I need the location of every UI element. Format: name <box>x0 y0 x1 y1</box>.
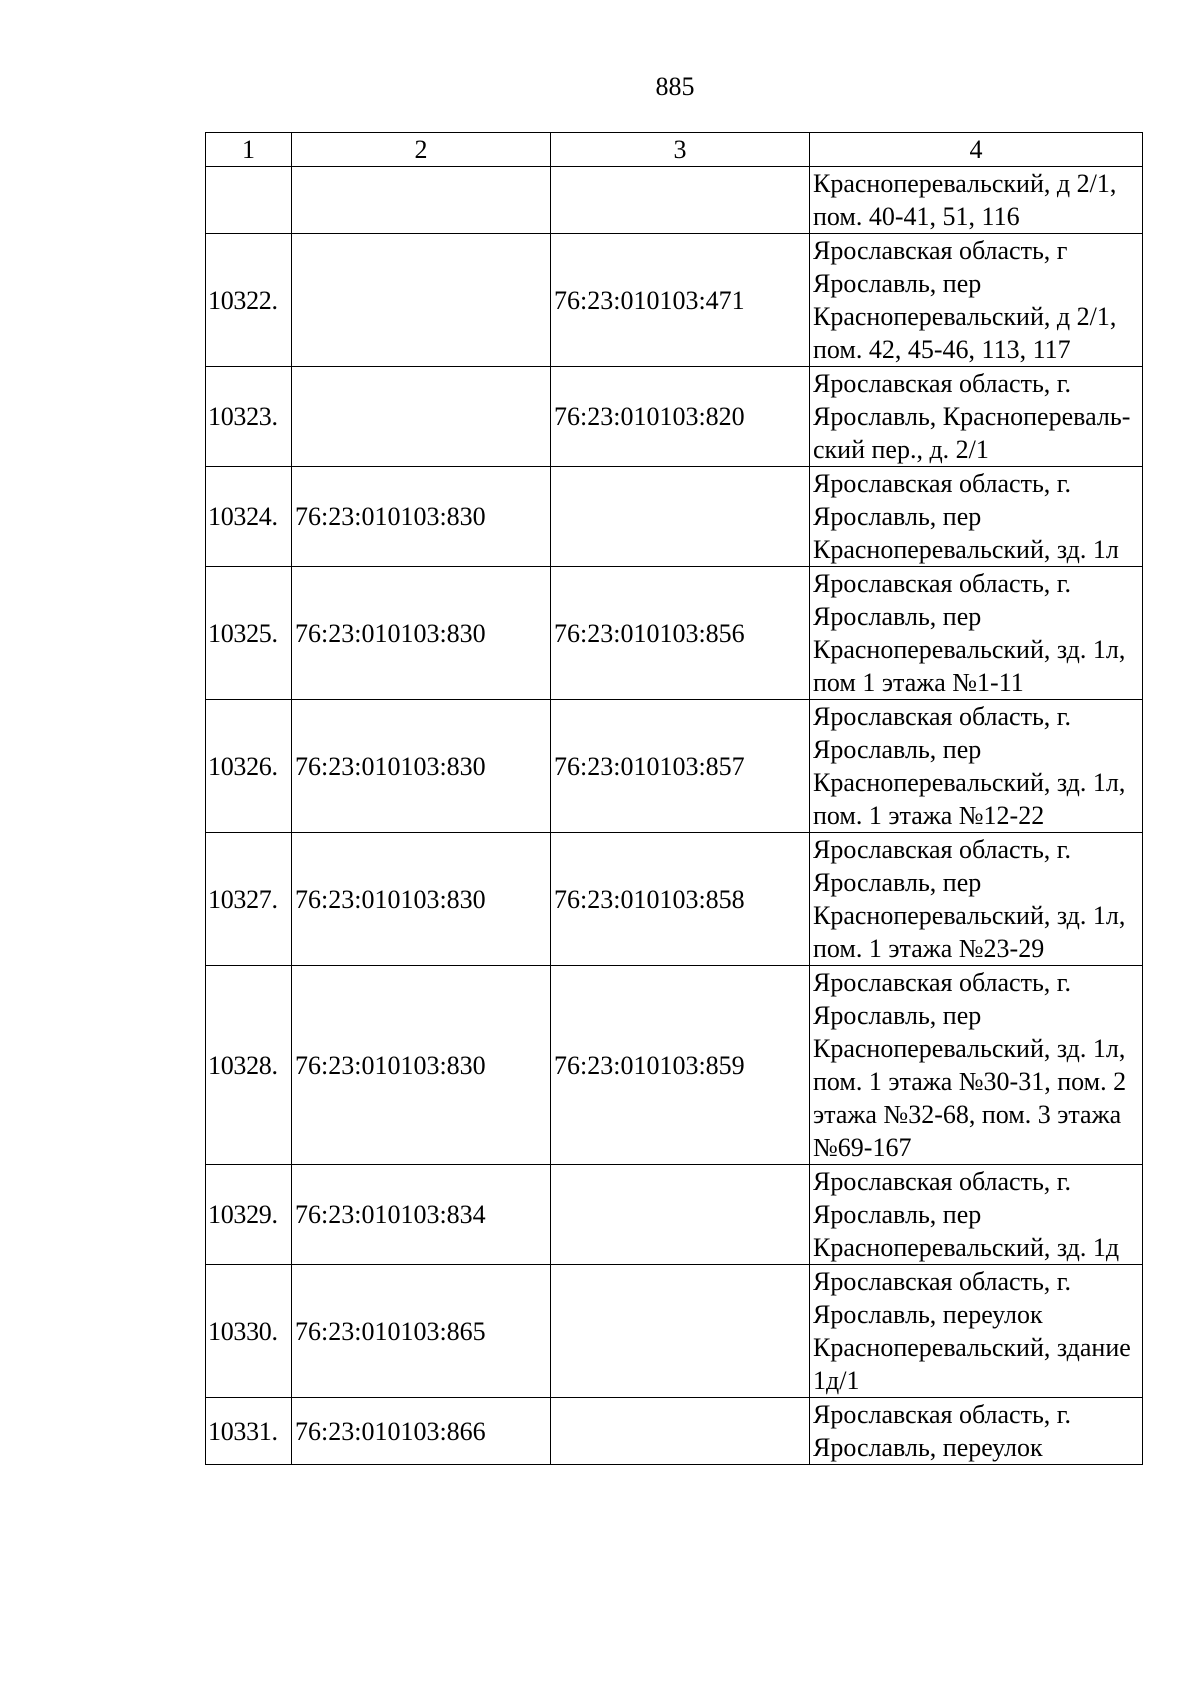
table-row <box>206 966 1143 1165</box>
address-cell: Ярославская область, г. Ярославль, пер Красноперевальский, зд. 1д <box>810 1165 1143 1265</box>
row-number: 10326. <box>206 700 292 833</box>
cadastral-number-land <box>292 234 551 367</box>
header-row <box>206 133 1143 167</box>
cadastral-number-object: 76:23:010103:856 <box>551 567 810 700</box>
column-header-1: 1 <box>206 133 292 167</box>
address-cell: Ярославская область, г. Ярославль, пер Красноперевальский, зд. 1л, пом 1 этажа №1-11 <box>810 567 1143 700</box>
cadastral-number-land: 76:23:010103:834 <box>292 1165 551 1265</box>
table-row <box>206 234 1143 367</box>
cadastral-number-land: 76:23:010103:830 <box>292 833 551 966</box>
cadastral-number-object: 76:23:010103:820 <box>551 367 810 467</box>
cadastral-number-object: 76:23:010103:858 <box>551 833 810 966</box>
cadastral-number-object <box>551 1398 810 1465</box>
cadastral-number-land: 76:23:010103:830 <box>292 467 551 567</box>
address-cell: Ярославская область, г. Ярославль, переулок Красноперевальский, здание 1д/1 <box>810 1265 1143 1398</box>
row-number: 10329. <box>206 1165 292 1265</box>
cadastral-number-object: 76:23:010103:859 <box>551 966 810 1165</box>
cadastral-number-land: 76:23:010103:865 <box>292 1265 551 1398</box>
row-number <box>206 167 292 234</box>
address-cell: Ярославская область, г. Ярославль, пер Красноперевальский, зд. 1л, пом. 1 этажа №23-29 <box>810 833 1143 966</box>
page-number: 885 <box>655 72 695 101</box>
table-row <box>206 467 1143 567</box>
column-header-2: 2 <box>292 133 551 167</box>
cadastral-number-land: 76:23:010103:830 <box>292 567 551 700</box>
cadastral-number-object: 76:23:010103:857 <box>551 700 810 833</box>
table-row <box>206 167 1143 234</box>
row-number: 10328. <box>206 966 292 1165</box>
table-row <box>206 1398 1143 1465</box>
row-number: 10327. <box>206 833 292 966</box>
column-header-3: 3 <box>551 133 810 167</box>
row-number: 10325. <box>206 567 292 700</box>
table-row <box>206 700 1143 833</box>
address-cell: Ярославская область, г. Ярославль, пер Красноперевальский, зд. 1л, пом. 1 этажа №12-22 <box>810 700 1143 833</box>
address-cell: Ярославская область, г. Ярославль, Красноперевальский пер., д. 2/1 <box>810 367 1143 467</box>
table-row <box>206 1165 1143 1265</box>
address-cell: Ярославская область, г. Ярославль, переулок <box>810 1398 1143 1465</box>
address-cell: Ярославская область, г Ярославль, пер Красноперевальский, д 2/1, пом. 42, 45-46, 113, 117 <box>810 234 1143 367</box>
table-row <box>206 367 1143 467</box>
column-header-4: 4 <box>810 133 1143 167</box>
cadastral-number-object: 76:23:010103:471 <box>551 234 810 367</box>
cadastral-number-object <box>551 1265 810 1398</box>
table-row <box>206 1265 1143 1398</box>
address-cell: Ярославская область, г. Ярославль, пер Красноперевальский, зд. 1л <box>810 467 1143 567</box>
address-cell: Ярославская область, г. Ярославль, пер Красноперевальский, зд. 1л, пом. 1 этажа №30-31, пом. 2 этажа №32-68, пом. 3 этажа №69-167 <box>810 966 1143 1165</box>
table-row <box>206 833 1143 966</box>
cadastral-number-land <box>292 167 551 234</box>
cadastral-number-land: 76:23:010103:830 <box>292 966 551 1165</box>
cadastral-number-land: 76:23:010103:830 <box>292 700 551 833</box>
row-number: 10323. <box>206 367 292 467</box>
cadastral-number-object <box>551 167 810 234</box>
cadastral-number-land <box>292 367 551 467</box>
cadastral-number-land: 76:23:010103:866 <box>292 1398 551 1465</box>
row-number: 10331. <box>206 1398 292 1465</box>
row-number: 10324. <box>206 467 292 567</box>
address-cell: Красноперевальский, д 2/1, пом. 40-41, 51, 116 <box>810 167 1143 234</box>
table-row <box>206 567 1143 700</box>
cadastral-number-object <box>551 467 810 567</box>
row-number: 10322. <box>206 234 292 367</box>
cadastral-number-object <box>551 1165 810 1265</box>
registry-table <box>205 132 1143 1465</box>
row-number: 10330. <box>206 1265 292 1398</box>
